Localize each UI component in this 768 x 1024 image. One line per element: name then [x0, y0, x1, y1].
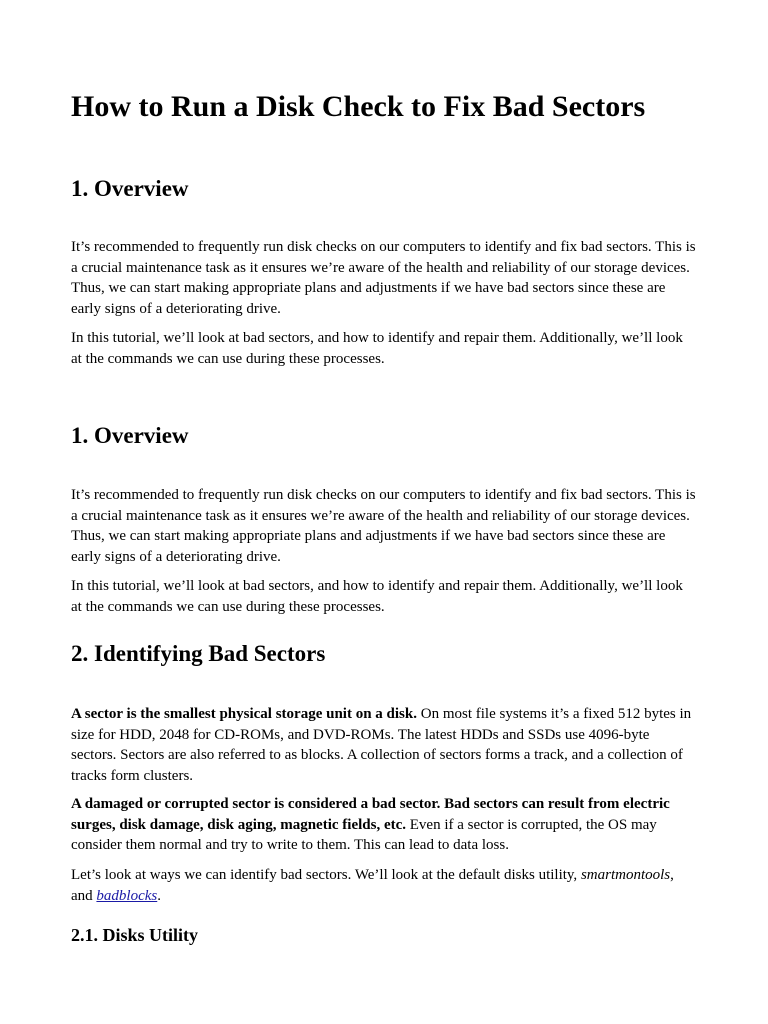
identify-methods-text-end: . — [157, 887, 161, 904]
page-title: How to Run a Disk Check to Fix Bad Sectors — [71, 90, 646, 123]
bad-sector-text: Even if a sector is corrupted, the OS may consider them normal and try to write to them. This can lead to data loss. — [71, 816, 657, 854]
overview-paragraph-1: It’s recommended to frequently run disk checks on our computers to identify and fix bad sectors. This is a crucial maintenance task as it ensures we’re aware of the health and reliability of our storage devices. Thus, we can start making appropriate plans and adjustments if we have bad sectors since these are early signs of a deteriorating drive. — [71, 239, 696, 318]
subsection-heading-disks-utility: 2.1. Disks Utility — [71, 925, 199, 945]
smartmontools-text: smartmontools — [580, 867, 671, 883]
identify-methods-paragraph — [71, 865, 697, 906]
overview-repeat-paragraph-1: It’s recommended to frequently run disk checks on our computers to identify and fix bad sectors. This is a crucial maintenance task as it ensures we’re aware of the health and reliability of our storage devices. Thus, we can start making appropriate plans and adjustments if we have bad sectors since these are early signs of a deteriorating drive. — [71, 487, 696, 566]
section-heading-overview: 1. Overview — [71, 176, 189, 201]
section-heading-overview-repeat: 1. Overview — [71, 423, 189, 448]
overview-paragraph-2: In this tutorial, we’ll look at bad sectors, and how to identify and repair them. Additionally, we’ll look at the commands we can use during these processes. — [71, 330, 683, 367]
sector-definition-bold: A sector is the smallest physical storage unit on a disk. — [71, 706, 417, 722]
bad-sector-bold: A damaged or corrupted sector is considered a bad sector. Bad sectors can result from electric surges, disk damage, disk aging, magnetic fields, etc. — [71, 796, 670, 833]
sector-definition-text: On most file systems it’s a fixed 512 bytes in size for HDD, 2048 for CD-ROMs, and DVD-ROMs. The latest HDDs and SSDs use 4096-byte sectors. Sectors are also referred to as blocks. A collection of sectors forms a track, and a collection of tracks form clusters. — [71, 706, 692, 785]
section-heading-identifying-bad-sectors: 2. Identifying Bad Sectors — [71, 641, 326, 666]
sector-definition-paragraph — [71, 704, 697, 787]
badblocks-link[interactable]: badblocks — [96, 887, 158, 904]
overview-repeat-paragraph-2: In this tutorial, we’ll look at bad sectors, and how to identify and repair them. Additionally, we’ll look at the commands we can use during these processes. — [71, 578, 683, 615]
bad-sector-paragraph — [71, 794, 697, 856]
identify-methods-text-start: Let’s look at ways we can identify bad sectors. We’ll look at the default disks utility, — [71, 867, 581, 883]
identify-methods-text-mid: , and — [71, 867, 674, 904]
